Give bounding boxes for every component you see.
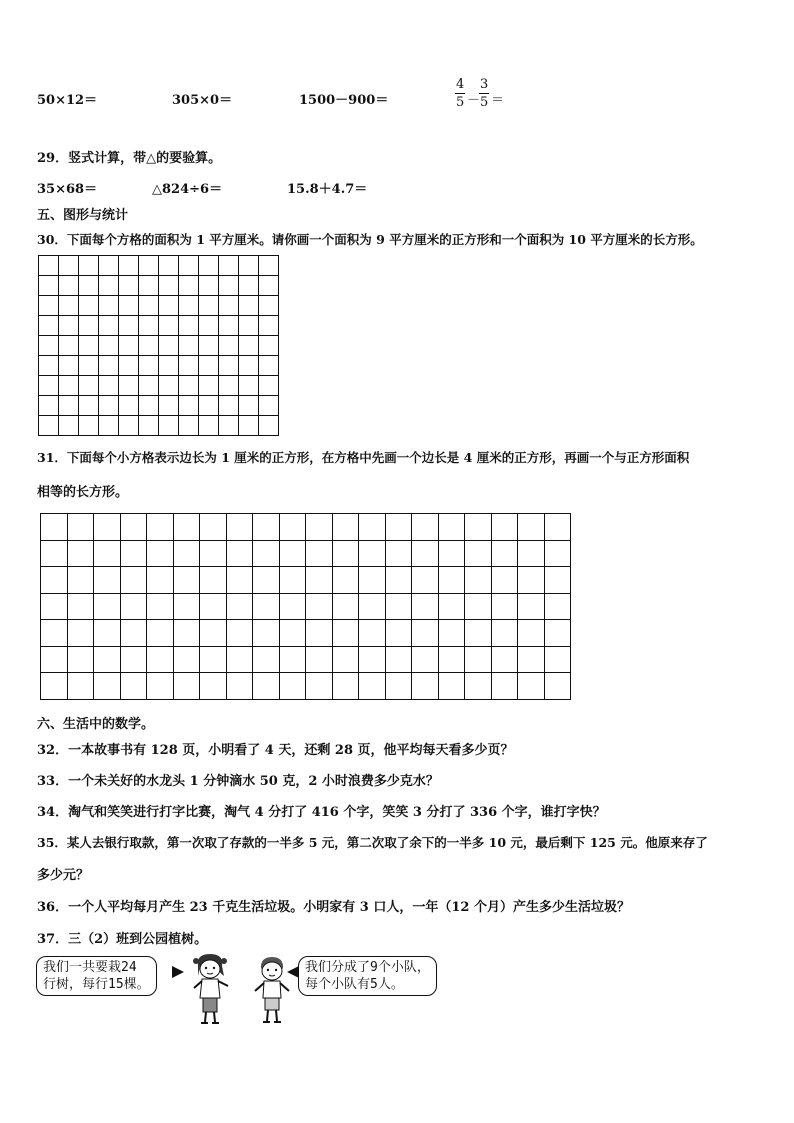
grid-cell[interactable] <box>239 296 259 316</box>
grid-cell[interactable] <box>412 567 439 594</box>
grid-cell[interactable] <box>239 276 259 296</box>
grid-cell[interactable] <box>59 356 79 376</box>
question-29: 29．竖式计算，带△的要验算。 <box>37 151 222 166</box>
grid-cell[interactable] <box>139 276 159 296</box>
equals-sign: ＝ <box>491 93 505 108</box>
fraction-numerator: 4 <box>456 77 465 92</box>
grid-cell[interactable] <box>120 673 147 700</box>
grid-cell[interactable] <box>465 620 492 647</box>
grid-cell[interactable] <box>412 540 439 567</box>
grid-cell[interactable] <box>465 673 492 700</box>
grid-cell[interactable] <box>99 396 119 416</box>
grid-cell[interactable] <box>41 620 68 647</box>
grid-cell[interactable] <box>99 276 119 296</box>
speech-bubble-right: 我们分成了9个小队， 每个小队有5人。 <box>298 956 437 996</box>
grid-cell[interactable] <box>332 567 359 594</box>
grid-cell[interactable] <box>79 356 99 376</box>
grid-cell[interactable] <box>219 276 239 296</box>
grid-cell[interactable] <box>39 356 59 376</box>
grid-cell[interactable] <box>518 514 545 541</box>
grid-cell[interactable] <box>41 646 68 673</box>
grid-cell[interactable] <box>99 356 119 376</box>
grid-cell[interactable] <box>173 620 200 647</box>
grid-cell[interactable] <box>147 620 174 647</box>
grid-cell[interactable] <box>94 593 121 620</box>
grid-cell[interactable] <box>39 256 59 276</box>
grid-cell[interactable] <box>39 396 59 416</box>
grid-cell[interactable] <box>544 567 571 594</box>
grid-cell[interactable] <box>306 514 333 541</box>
grid-cell[interactable] <box>279 514 306 541</box>
grid-cell[interactable] <box>306 567 333 594</box>
grid-cell[interactable] <box>120 593 147 620</box>
grid-cell[interactable] <box>279 620 306 647</box>
grid-cell[interactable] <box>491 593 518 620</box>
grid-cell[interactable] <box>200 540 227 567</box>
grid-cell[interactable] <box>200 514 227 541</box>
grid-cell[interactable] <box>412 646 439 673</box>
grid-cell[interactable] <box>226 646 253 673</box>
fraction-numerator: 3 <box>480 77 489 92</box>
grid-cell[interactable] <box>41 593 68 620</box>
grid-cell[interactable] <box>99 376 119 396</box>
grid-cell[interactable] <box>79 416 99 436</box>
grid-cell[interactable] <box>119 336 139 356</box>
grid-cell[interactable] <box>139 376 159 396</box>
grid-cell[interactable] <box>120 620 147 647</box>
question-31-line1: 31．下面每个小方格表示边长为 1 厘米的正方形，在方格中先画一个边长是 4 厘米的正方形，再画一个与正方形面积 <box>37 450 690 465</box>
grid-cell[interactable] <box>544 593 571 620</box>
grid-cell[interactable] <box>159 296 179 316</box>
speech-bubble-left: 我们一共要栽24 行树，每行15棵。 <box>36 956 157 996</box>
grid-cell[interactable] <box>465 540 492 567</box>
grid-cell[interactable] <box>139 336 159 356</box>
grid-cell[interactable] <box>359 567 386 594</box>
bubble-tail-left <box>172 966 184 978</box>
grid-cell[interactable] <box>159 416 179 436</box>
grid-cell[interactable] <box>94 540 121 567</box>
grid-cell[interactable] <box>67 593 94 620</box>
expr-35x68: 35×68＝ <box>37 182 98 197</box>
expr-1500-900: 1500－900＝ <box>299 93 389 108</box>
grid-cell[interactable] <box>200 620 227 647</box>
grid-cell[interactable] <box>99 416 119 436</box>
question-34: 34．淘气和笑笑进行打字比赛，淘气 4 分打了 416 个字，笑笑 3 分打了 336 个字，谁打字快？ <box>37 805 606 820</box>
grid-cell[interactable] <box>259 296 279 316</box>
grid-cell[interactable] <box>139 416 159 436</box>
grid-cell[interactable] <box>41 514 68 541</box>
grid-cell[interactable] <box>159 356 179 376</box>
grid-cell[interactable] <box>253 620 280 647</box>
grid-cell[interactable] <box>99 256 119 276</box>
grid-cell[interactable] <box>518 593 545 620</box>
grid-cell[interactable] <box>279 567 306 594</box>
grid-cell[interactable] <box>412 673 439 700</box>
grid-cell[interactable] <box>306 593 333 620</box>
grid-cell[interactable] <box>259 356 279 376</box>
grid-cell[interactable] <box>99 336 119 356</box>
question-32: 32．一本故事书有 128 页，小明看了 4 天，还剩 28 页，他平均每天看多少页？ <box>37 743 514 758</box>
grid-cell[interactable] <box>412 514 439 541</box>
minus-sign: － <box>467 93 481 108</box>
grid-cell[interactable] <box>226 567 253 594</box>
grid-cell[interactable] <box>226 540 253 567</box>
grid-cell[interactable] <box>332 514 359 541</box>
boy-illustration-icon <box>250 954 294 1026</box>
grid-cell[interactable] <box>239 396 259 416</box>
grid-cell[interactable] <box>120 514 147 541</box>
grid-cell[interactable] <box>359 593 386 620</box>
grid-cell[interactable] <box>173 673 200 700</box>
grid-cell[interactable] <box>119 316 139 336</box>
grid-cell[interactable] <box>139 396 159 416</box>
grid-cell[interactable] <box>159 336 179 356</box>
grid-cell[interactable] <box>120 646 147 673</box>
grid-cell[interactable] <box>39 276 59 296</box>
grid-cell[interactable] <box>544 646 571 673</box>
grid-cell[interactable] <box>199 356 219 376</box>
grid-cell[interactable] <box>239 356 259 376</box>
grid-cell[interactable] <box>259 416 279 436</box>
grid-cell[interactable] <box>119 296 139 316</box>
question-37: 37．三（2）班到公园植树。 <box>37 932 208 947</box>
grid-cell[interactable] <box>332 593 359 620</box>
grid-cell[interactable] <box>359 620 386 647</box>
grid-cell[interactable] <box>359 540 386 567</box>
grid-cell[interactable] <box>259 396 279 416</box>
grid-cell[interactable] <box>491 567 518 594</box>
grid-cell[interactable] <box>219 376 239 396</box>
grid-cell[interactable] <box>59 416 79 436</box>
grid-cell[interactable] <box>253 567 280 594</box>
grid-cell[interactable] <box>226 593 253 620</box>
grid-cell[interactable] <box>385 540 412 567</box>
grid-cell[interactable] <box>94 673 121 700</box>
grid-cell[interactable] <box>465 514 492 541</box>
grid-cell[interactable] <box>179 376 199 396</box>
grid-cell[interactable] <box>79 316 99 336</box>
grid-cell[interactable] <box>518 673 545 700</box>
fraction-3-5 <box>479 78 489 109</box>
grid-cell[interactable] <box>544 540 571 567</box>
grid-cell[interactable] <box>59 316 79 336</box>
grid-cell[interactable] <box>219 336 239 356</box>
grid-cell[interactable] <box>41 567 68 594</box>
grid-cell[interactable] <box>67 646 94 673</box>
grid-cell[interactable] <box>332 673 359 700</box>
grid-cell[interactable] <box>179 356 199 376</box>
grid-cell[interactable] <box>67 567 94 594</box>
grid-cell[interactable] <box>200 567 227 594</box>
grid-cell[interactable] <box>79 276 99 296</box>
grid-cell[interactable] <box>94 514 121 541</box>
grid-cell[interactable] <box>438 540 465 567</box>
grid-cell[interactable] <box>465 567 492 594</box>
grid-cell[interactable] <box>465 646 492 673</box>
grid-cell[interactable] <box>147 567 174 594</box>
grid-cell[interactable] <box>253 646 280 673</box>
grid-cell[interactable] <box>67 540 94 567</box>
grid-cell[interactable] <box>438 673 465 700</box>
grid-cell[interactable] <box>179 296 199 316</box>
grid-cell[interactable] <box>147 514 174 541</box>
grid-cell[interactable] <box>239 256 259 276</box>
grid-cell[interactable] <box>259 316 279 336</box>
grid-cell[interactable] <box>491 540 518 567</box>
grid-cell[interactable] <box>179 276 199 296</box>
grid-cell[interactable] <box>67 514 94 541</box>
grid-cell[interactable] <box>179 316 199 336</box>
grid-cell[interactable] <box>120 540 147 567</box>
grid-cell[interactable] <box>518 540 545 567</box>
grid-cell[interactable] <box>438 514 465 541</box>
fraction-denominator: 5 <box>456 95 465 110</box>
expr-305x0: 305×0＝ <box>172 93 233 108</box>
grid-cell[interactable] <box>41 673 68 700</box>
grid-cell[interactable] <box>219 296 239 316</box>
grid-cell[interactable] <box>438 593 465 620</box>
grid-cell[interactable] <box>159 256 179 276</box>
grid-cell[interactable] <box>99 316 119 336</box>
grid-cell[interactable] <box>159 316 179 336</box>
grid-cell[interactable] <box>59 276 79 296</box>
grid-cell[interactable] <box>306 646 333 673</box>
grid-cell[interactable] <box>147 673 174 700</box>
grid-cell[interactable] <box>385 593 412 620</box>
grid-cell[interactable] <box>119 256 139 276</box>
grid-cell[interactable] <box>544 620 571 647</box>
question-35-line2: 多少元？ <box>37 868 90 883</box>
grid-cell[interactable] <box>239 316 259 336</box>
grid-cell[interactable] <box>259 376 279 396</box>
grid-cell[interactable] <box>518 646 545 673</box>
fraction-4-5 <box>455 78 465 109</box>
grid-cell[interactable] <box>179 416 199 436</box>
grid-cell[interactable] <box>412 620 439 647</box>
grid-cell[interactable] <box>159 396 179 416</box>
grid-cell[interactable] <box>306 540 333 567</box>
grid-cell[interactable] <box>385 514 412 541</box>
grid-cell[interactable] <box>385 567 412 594</box>
grid-cell[interactable] <box>139 316 159 336</box>
question-30: 30．下面每个方格的面积为 1 平方厘米。请你画一个面积为 9 平方厘米的正方形和一个面积为 10 平方厘米的长方形。 <box>37 232 703 247</box>
grid-cell[interactable] <box>239 336 259 356</box>
grid-cell[interactable] <box>359 646 386 673</box>
question-36: 36．一个人平均每月产生 23 千克生活垃圾。小明家有 3 口人，一年（12 个月）产生多少生活垃圾？ <box>37 900 630 915</box>
grid-cell[interactable] <box>544 673 571 700</box>
grid-cell[interactable] <box>279 593 306 620</box>
grid-cell[interactable] <box>199 396 219 416</box>
grid-cell[interactable] <box>147 540 174 567</box>
grid-cell[interactable] <box>179 396 199 416</box>
grid-cell[interactable] <box>199 296 219 316</box>
grid-cell[interactable] <box>59 296 79 316</box>
grid-cell[interactable] <box>200 593 227 620</box>
grid-cell[interactable] <box>385 673 412 700</box>
grid-cell[interactable] <box>239 416 259 436</box>
grid-cell[interactable] <box>173 567 200 594</box>
grid-cell[interactable] <box>59 336 79 356</box>
grid-cell[interactable] <box>59 376 79 396</box>
grid-cell[interactable] <box>306 673 333 700</box>
grid-cell[interactable] <box>544 514 571 541</box>
question-33: 33．一个未关好的水龙头 1 分钟滴水 50 克，2 小时浪费多少克水？ <box>37 774 439 789</box>
grid-cell[interactable] <box>491 646 518 673</box>
grid-cell[interactable] <box>159 376 179 396</box>
grid-cell[interactable] <box>385 646 412 673</box>
grid-cell[interactable] <box>59 256 79 276</box>
grid-cell[interactable] <box>518 567 545 594</box>
grid-cell[interactable] <box>94 646 121 673</box>
section-five-heading: 五、图形与统计 <box>37 208 129 223</box>
grid-cell[interactable] <box>253 673 280 700</box>
grid-cell[interactable] <box>199 376 219 396</box>
grid-cell[interactable] <box>219 356 239 376</box>
grid-cell[interactable] <box>39 376 59 396</box>
grid-cell[interactable] <box>79 336 99 356</box>
expr-824div6: △824÷6＝ <box>152 182 223 197</box>
grid-cell[interactable] <box>253 540 280 567</box>
grid-cell[interactable] <box>119 276 139 296</box>
grid-cell[interactable] <box>179 256 199 276</box>
grid-cell[interactable] <box>259 256 279 276</box>
grid-cell[interactable] <box>199 336 219 356</box>
grid-cell[interactable] <box>332 620 359 647</box>
grid-cell[interactable] <box>94 620 121 647</box>
grid-cell[interactable] <box>119 376 139 396</box>
grid-cell[interactable] <box>359 514 386 541</box>
grid-cell[interactable] <box>465 593 492 620</box>
grid-cell[interactable] <box>385 620 412 647</box>
square-grid-31[interactable] <box>40 513 571 700</box>
grid-cell[interactable] <box>332 646 359 673</box>
grid-cell[interactable] <box>173 646 200 673</box>
grid-cell[interactable] <box>491 673 518 700</box>
grid-cell[interactable] <box>219 316 239 336</box>
grid-cell[interactable] <box>438 646 465 673</box>
grid-cell[interactable] <box>139 256 159 276</box>
grid-cell[interactable] <box>119 396 139 416</box>
grid-cell[interactable] <box>147 646 174 673</box>
grid-cell[interactable] <box>79 376 99 396</box>
square-grid-30[interactable] <box>38 255 279 436</box>
grid-cell[interactable] <box>94 567 121 594</box>
grid-cell[interactable] <box>173 593 200 620</box>
grid-cell[interactable] <box>219 256 239 276</box>
grid-cell[interactable] <box>39 316 59 336</box>
grid-cell[interactable] <box>200 646 227 673</box>
grid-cell[interactable] <box>39 296 59 316</box>
grid-cell[interactable] <box>139 356 159 376</box>
grid-cell[interactable] <box>491 514 518 541</box>
expr-50x12: 50×12＝ <box>37 93 98 108</box>
grid-cell[interactable] <box>173 540 200 567</box>
grid-cell[interactable] <box>199 256 219 276</box>
grid-cell[interactable] <box>39 416 59 436</box>
grid-cell[interactable] <box>332 540 359 567</box>
grid-cell[interactable] <box>253 514 280 541</box>
grid-cell[interactable] <box>59 396 79 416</box>
grid-cell[interactable] <box>491 620 518 647</box>
grid-cell[interactable] <box>279 673 306 700</box>
grid-cell[interactable] <box>259 276 279 296</box>
grid-cell[interactable] <box>412 593 439 620</box>
section-six-heading: 六、生活中的数学。 <box>37 717 155 732</box>
grid-cell[interactable] <box>438 567 465 594</box>
grid-cell[interactable] <box>159 276 179 296</box>
question-31-line2: 相等的长方形。 <box>37 485 129 500</box>
grid-cell[interactable] <box>438 620 465 647</box>
grid-cell[interactable] <box>259 336 279 356</box>
grid-cell[interactable] <box>219 416 239 436</box>
grid-cell[interactable] <box>239 376 259 396</box>
grid-cell[interactable] <box>518 620 545 647</box>
question-35-line1: 35．某人去银行取款，第一次取了存款的一半多 5 元，第二次取了余下的一半多 10 元，最后剩下 125 元。他原来存了 <box>37 835 708 850</box>
grid-cell[interactable] <box>253 593 280 620</box>
grid-cell[interactable] <box>147 593 174 620</box>
grid-cell[interactable] <box>79 396 99 416</box>
grid-cell[interactable] <box>139 296 159 316</box>
grid-cell[interactable] <box>67 620 94 647</box>
grid-cell[interactable] <box>306 620 333 647</box>
grid-cell[interactable] <box>67 673 94 700</box>
fraction-denominator: 5 <box>480 95 489 110</box>
girl-illustration-icon <box>186 952 234 1026</box>
grid-cell[interactable] <box>359 673 386 700</box>
grid-cell[interactable] <box>79 256 99 276</box>
grid-cell[interactable] <box>199 316 219 336</box>
grid-cell[interactable] <box>219 396 239 416</box>
grid-cell[interactable] <box>200 673 227 700</box>
grid-cell[interactable] <box>226 514 253 541</box>
grid-cell[interactable] <box>226 620 253 647</box>
grid-cell[interactable] <box>39 336 59 356</box>
grid-cell[interactable] <box>99 296 119 316</box>
grid-cell[interactable] <box>173 514 200 541</box>
grid-cell[interactable] <box>120 567 147 594</box>
grid-cell[interactable] <box>279 540 306 567</box>
grid-cell[interactable] <box>41 540 68 567</box>
grid-cell[interactable] <box>119 416 139 436</box>
expr-15.8plus4.7: 15.8＋4.7＝ <box>287 182 368 197</box>
grid-cell[interactable] <box>199 276 219 296</box>
grid-cell[interactable] <box>179 336 199 356</box>
grid-cell[interactable] <box>79 296 99 316</box>
grid-cell[interactable] <box>199 416 219 436</box>
grid-cell[interactable] <box>279 646 306 673</box>
grid-cell[interactable] <box>226 673 253 700</box>
grid-cell[interactable] <box>119 356 139 376</box>
